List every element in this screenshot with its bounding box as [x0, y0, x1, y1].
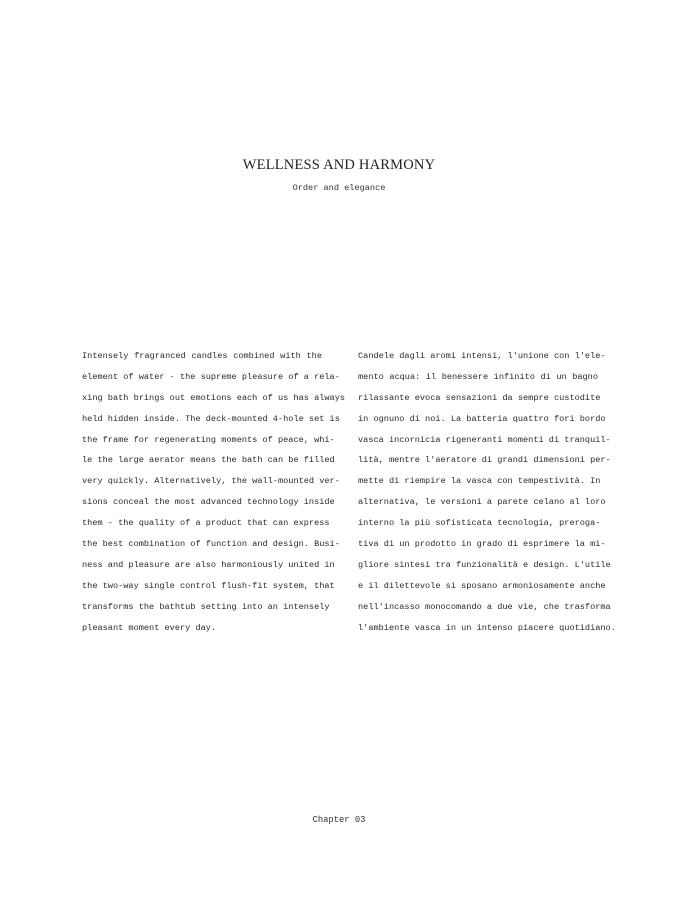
text-line: rilassante evoca sensazioni da sempre custodite	[358, 392, 601, 403]
text-line: the frame for regenerating moments of peace, whi-	[82, 434, 335, 445]
text-line: in ognuno di noi. La batteria quattro fori bordo	[358, 413, 606, 424]
text-line: lità, mentre l'aeratore di grandi dimensioni per-	[358, 455, 611, 466]
text-line: ness and pleasure are also harmoniously united in	[82, 559, 335, 570]
text-line: interno la più sofisticata tecnologia, preroga-	[358, 518, 601, 529]
text-line: sions conceal the most advanced technology inside	[82, 497, 335, 508]
page-subtitle: Order and elegance	[292, 183, 386, 193]
text-line: the best combination of function and design. Busi-	[82, 539, 340, 550]
text-line: pleasant moment every day.	[82, 622, 217, 633]
text-line: held hidden inside. The deck-mounted 4-hole set is	[82, 413, 340, 424]
text-line: element of water - the supreme pleasure of a rela-	[82, 371, 340, 382]
text-line: alternativa, le versioni a parete celano al loro	[358, 497, 606, 508]
text-line: gliore sintesi tra funzionalità e design. L'utile	[358, 559, 611, 570]
text-line: nell'incasso monocomando a due vie, che trasforma	[358, 601, 611, 612]
text-line: very quickly. Alternatively, the wall-mounted ver-	[82, 476, 340, 487]
text-line: e il dilettevole si sposano armoniosamente anche	[358, 580, 606, 591]
text-line: le the large aerator means the bath can be filled	[82, 455, 335, 466]
text-line: mento acqua: il benessere infinito di un bagno	[358, 371, 598, 382]
text-line: l'ambiente vasca in un intenso piacere quotidiano.	[358, 622, 616, 633]
english-text-column	[82, 346, 346, 638]
page-title: WELLNESS AND HARMONY	[242, 157, 436, 173]
chapter-label: Chapter 03	[312, 815, 366, 825]
text-line: mette di riempire la vasca con tempestività. In	[358, 476, 601, 487]
text-line: vasca incornicia rigeneranti momenti di tranquil-	[358, 434, 611, 445]
text-line: the two-way single control flush-fit system, that	[82, 580, 335, 591]
text-line: them - the quality of a product that can express	[82, 518, 330, 529]
text-line: transforms the bathtub setting into an intensely	[82, 601, 330, 612]
text-line: tiva di un prodotto in grado di esprimere la mi-	[358, 539, 606, 550]
italian-text-column	[358, 346, 616, 638]
text-line: xing bath brings out emotions each of us has always	[82, 392, 346, 403]
text-line: Candele dagli aromi intensi, l'unione con l'ele-	[358, 351, 606, 361]
text-line: Intensely fragranced candles combined with the	[82, 351, 322, 361]
